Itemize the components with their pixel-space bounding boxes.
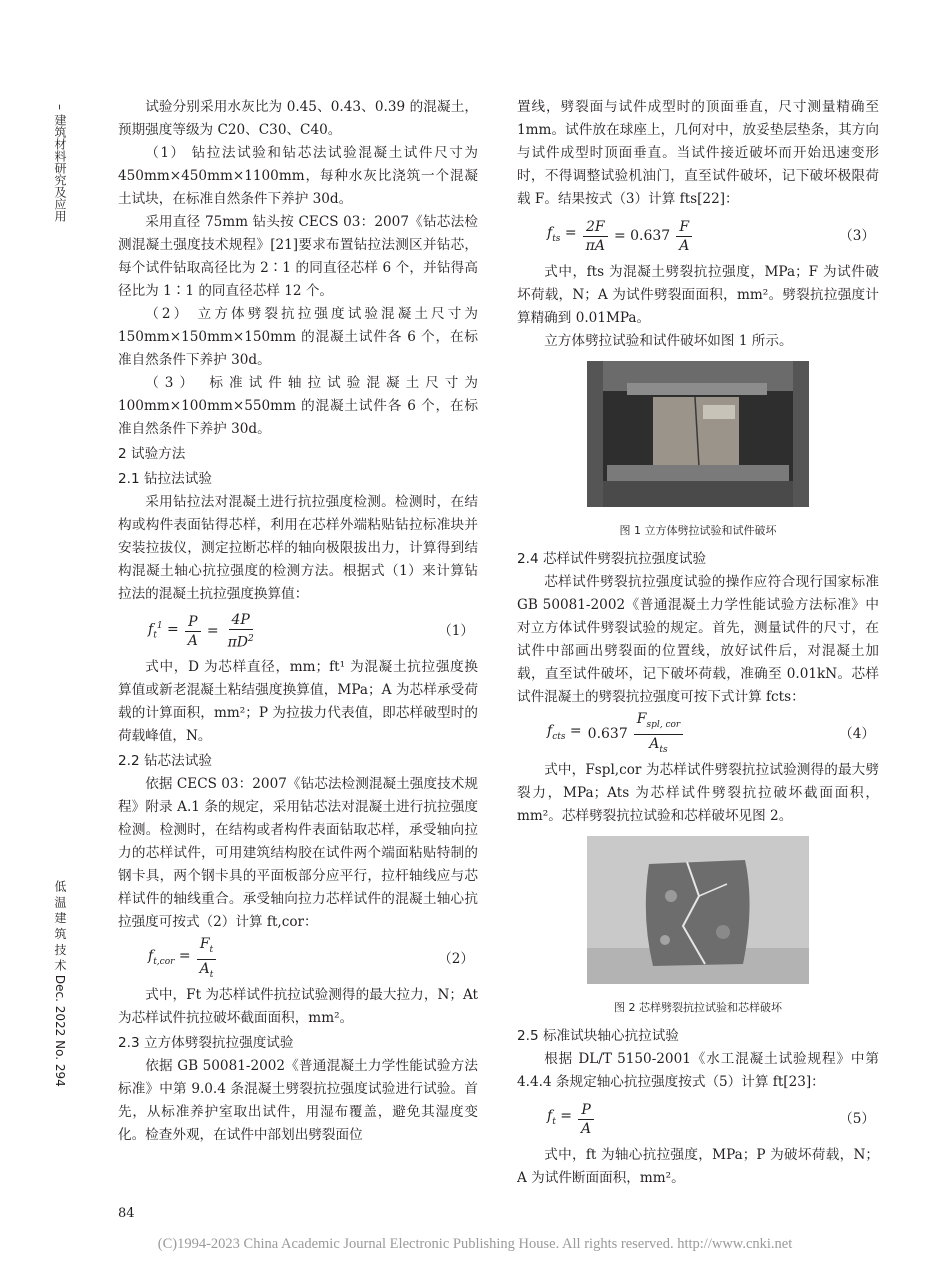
cube-split-test-image [587,361,809,507]
paragraph: 式中，fts 为混凝土劈裂抗拉强度，MPa；F 为试件破坏荷载，N；A 为试件劈裂面面积，mm²。劈裂抗拉强度计算精确到 0.01MPa。 [517,264,879,326]
paragraph: 芯样试件劈裂抗拉强度试验的操作应符合现行国家标准 GB 50081-2002《普通混凝土力学性能试验方法标准》中对立方体试件劈裂试验的规定。首先，测量试件的尺寸，在试件中部画出劈裂面的位置线，放好试件后，对混凝土加载，直至试件破坏，记下破坏荷载，准确至 0.01kN。芯样试件混凝土的劈裂抗拉强度可按下式计算 fcts： [517,574,879,705]
equation-1: $f_t^1$ = $\frac{P}{A}$ = $\frac{4P}{\pi D^2}$ （1） [118,608,478,654]
figure-caption: 图 1 立方体劈拉试验和试件破坏 [619,524,777,537]
figure-2 [517,836,879,1019]
equation-3: $f_{ts}$ = $\frac{2F}{\pi A}$ = 0.637 $\frac{F}{A}$ （3） [517,213,879,259]
journal-section-label: – 建筑材料研究及应用 [53,104,67,222]
equation-2: $f_{t,cor}$ = $\frac{F_t}{A_t}$ （2） [118,936,478,982]
equation-5: $f_t$ = $\frac{P}{A}$ （5） [517,1096,879,1142]
copyright-footer: (C)1994-2023 China Academic Journal Electronic Publishing House. All rights reserved. http://www.cnki.net [157,1236,793,1252]
subsection-heading: 2.1 钻拉法试验 [118,471,212,487]
subsection-heading: 2.4 芯样试件劈裂抗拉强度试验 [517,551,707,567]
equation-number: （3） [839,227,875,244]
equation-4: $f_{cts}$ = 0.637 $\frac{F_{spl, cor}}{A_{ts}}$ （4） [517,711,879,757]
paragraph: 立方体劈拉试验和试件破坏如图 1 所示。 [544,333,793,349]
paragraph: （1） 钻拉法试验和钻芯法试验混凝土试件尺寸为 450mm×450mm×1100mm，每种水灰比浇筑一个混凝土试块，在标准自然条件下养护 30d。 [118,145,478,207]
cube-split-test-photo [587,361,809,507]
paragraph: （2） 立方体劈裂抗拉强度试验混凝土尺寸为 150mm×150mm×150mm 的混凝土试件各 6 个，在标准自然条件下养护 30d。 [118,306,478,368]
paragraph: 依据 GB 50081-2002《普通混凝土力学性能试验方法标准》中第 9.0.4 条混凝土劈裂抗拉强度试验进行试验。首先，从标准养护室取出试件，用湿布覆盖，避免其湿度变化。检查外观，在试件中部划出劈裂面位 [118,1058,478,1143]
figure-1 [517,361,879,542]
figure-caption: 图 2 芯样劈裂抗拉试验和芯样破坏 [614,1001,782,1014]
core-split-test-image [587,836,809,984]
core-split-test-photo [587,836,809,984]
equation-number: （2） [438,950,474,967]
section-heading: 2 试验方法 [118,446,186,462]
subsection-heading: 2.2 钻芯法试验 [118,753,212,769]
paragraph: 置线，劈裂面与试件成型时的顶面垂直，尺寸测量精确至 1mm。试件放在球座上，几何对中，放妥垫层垫条，其方向与试件成型时顶面垂直。当试件接近破坏而开始迅速变形时，不得调整试验机油门，直至试件破坏，记下破坏极限荷载 F。结果按式（3）计算 fts[22]： [517,99,879,207]
paragraph: 式中，ft 为轴心抗拉强度，MPa；P 为破坏荷载，N；A 为试件断面面积，mm²。 [517,1147,879,1186]
paragraph: 采用直径 75mm 钻头按 CECS 03：2007《钻芯法检测混凝土强度技术规程》[21]要求布置钻拉法测区并钻芯，每个试件钻取高径比为 2∶1 的同直径芯样 6 个，并钻得高径比为 1∶1 的同直径芯样 12 个。 [118,214,478,299]
paragraph: 式中，Ft 为芯样试件抗拉试验测得的最大拉力，N；At 为芯样试件抗拉破坏截面面积，mm²。 [118,987,478,1026]
equation-number: （5） [839,1110,875,1127]
paragraph: 采用钻拉法对混凝土进行抗拉强度检测。检测时，在结构或构件表面钻得芯样，利用在芯样外端粘贴钻拉标准块并安装拉拔仪，测定拉断芯样的轴向极限拔出力，计算得到结构混凝土轴心抗拉强度的检测方法。根据式（1）来计算钻拉法的混凝土抗拉强度换算值： [118,494,478,602]
left-column [118,96,478,1147]
subsection-heading: 2.5 标准试块轴心抗拉试验 [517,1028,679,1044]
paragraph: 根据 DL/T 5150-2001《水工混凝土试验规程》中第 4.4.4 条规定轴心抗拉强度按式（5）计算 ft[23]： [517,1051,879,1090]
paragraph: 试验分别采用水灰比为 0.45、0.43、0.39 的混凝土，预期强度等级为 C20、C30、C40。 [118,99,478,138]
subsection-heading: 2.3 立方体劈裂抗拉强度试验 [118,1035,294,1051]
equation-number: （4） [839,725,875,742]
equation-number: （1） [438,622,474,639]
right-column [517,96,879,1190]
paragraph: 式中，Fspl,cor 为芯样试件劈裂抗拉试验测得的最大劈裂力，MPa；Ats 为芯样试件劈裂抗拉破坏截面面积，mm²。芯样劈裂抗拉试验和芯样破坏见图 2。 [517,762,879,824]
journal-name-issue: 低 温 建 筑 技 术 Dec. 2022 No. 294 [53,880,67,1087]
paragraph: 依据 CECS 03：2007《钻芯法检测混凝土强度技术规程》附录 A.1 条的规定，采用钻芯法对混凝土进行抗拉强度检测。检测时，在结构或者构件表面钻取芯样，承受轴向拉力的芯样试件，可用建筑结构胶在试件两个端面粘贴特制的钢卡具，两个钢卡具的平面板部分应平行，拉杆轴线应与芯样试件的轴线重合。承受轴向拉力芯样试件的混凝土轴心抗拉强度可按式（2）计算 ft,cor： [118,776,478,930]
page-number: 84 [118,1206,135,1221]
paragraph: 式中，D 为芯样直径，mm；ft¹ 为混凝土抗拉强度换算值或新老混凝土粘结强度换算值，MPa；A 为芯样承受荷载的计算面积，mm²；P 为拉拔力代表值，即芯样破型时的荷载峰值，N。 [118,659,478,744]
paragraph: （3） 标准试件轴拉试验混凝土尺寸为 100mm×100mm×550mm 的混凝土试件各 6 个，在标准自然条件下养护 30d。 [118,375,478,437]
